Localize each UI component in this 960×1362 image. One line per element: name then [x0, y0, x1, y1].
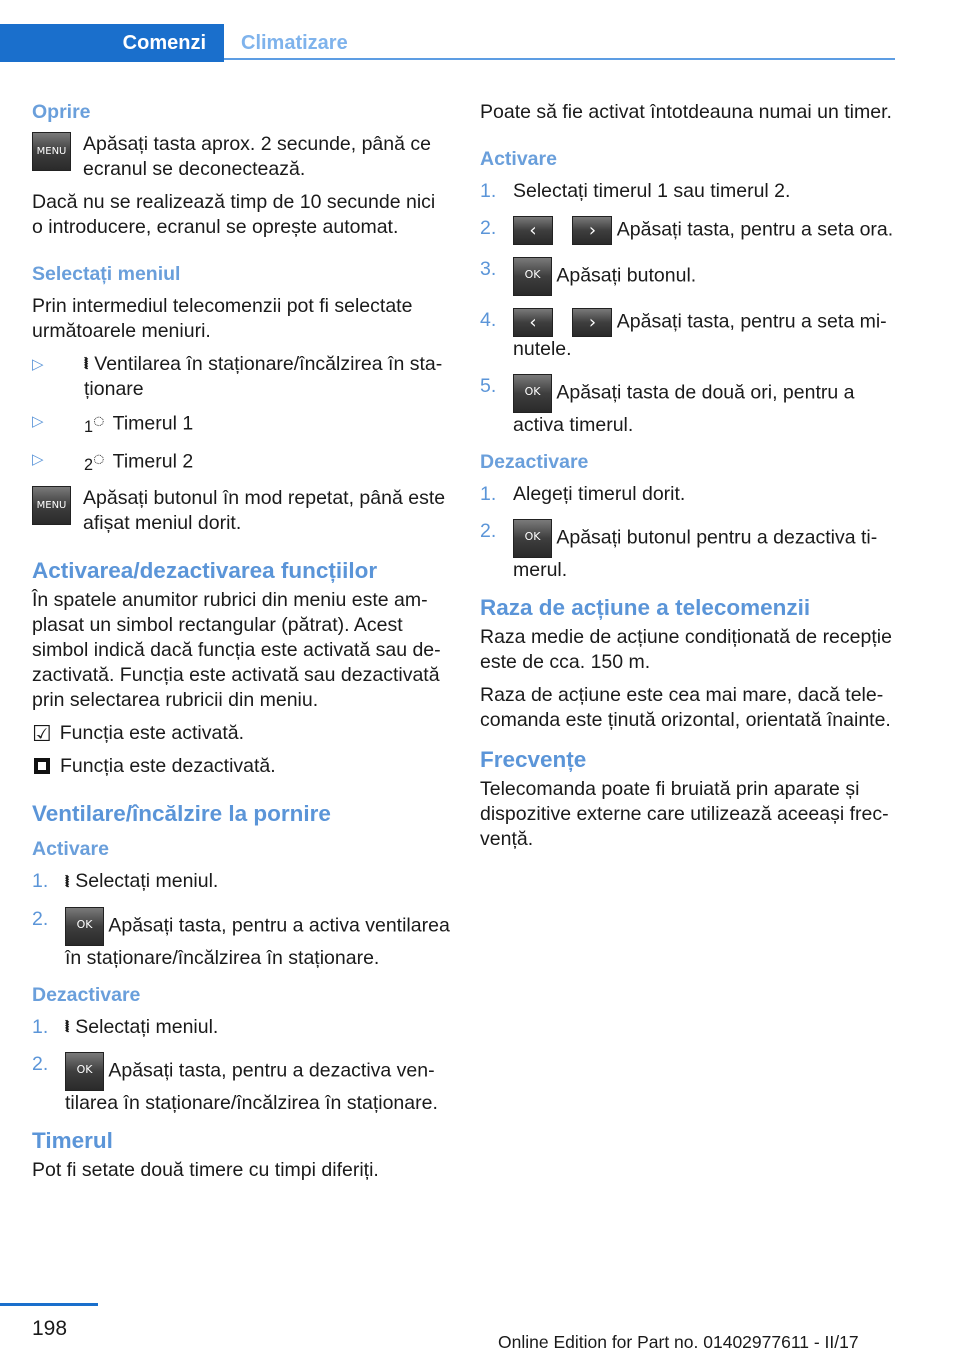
timer-activare-steps — [480, 179, 898, 438]
activated-row: ☑ Funcția este activată. — [32, 721, 244, 747]
list-item: ▷ $_1$◌ Timerul 1 — [32, 409, 450, 440]
timer-1-icon: $_1$◌ — [84, 410, 105, 437]
checkmark-icon: ☑ — [32, 721, 52, 747]
list-item: 2. OK Apăsați tasta, pentru a dezactiva ventilarea în staționare/încălzirea în staționare. — [32, 1053, 438, 1115]
tab-comenzi[interactable]: Comenzi — [0, 24, 224, 62]
list-item: 4. ‹ › Apăsați tasta, pentru a seta minutele. — [480, 309, 887, 360]
list-item: 2. ‹ › Apăsați tasta, pentru a seta ora. — [480, 216, 898, 245]
activarea-text: În spatele anumitor rubrici din meniu este amplasat un simbol rectangular (pătrat). Acest simbol indică dacă funcția este activată sau dezactivată. Funcția este activată sau dezactivată prin selectarea rubricii din meniu. — [32, 589, 441, 712]
list-item: ▷ ⦚⦚ Ventilarea în staționare/încălzirea în staționare — [32, 353, 443, 401]
ventilare-dezactivare-steps — [32, 1015, 450, 1116]
menu-repeat-text: Apăsați butonul în mod repetat, până este afișat meniul dorit. — [83, 487, 446, 535]
menu-list — [32, 352, 450, 478]
triangle-bullet-icon: ▷ — [32, 413, 44, 431]
heading-timerul: Timerul — [32, 1128, 113, 1154]
heading-timer-dezactivare: Dezactivare — [480, 451, 589, 473]
oprire-text: Apăsați tasta aprox. 2 secunde, până ce ecranul se deconectează. — [83, 133, 431, 180]
page-number: 198 — [32, 1317, 68, 1340]
menu-button-icon: MENU — [32, 486, 71, 525]
empty-square-icon — [34, 758, 50, 774]
arrow-right-icon: › — [572, 216, 612, 245]
frecvente-text: Telecomanda poate fi bruiată prin aparate și dispozitive externe care utilizează aceeași frecvență. — [480, 778, 889, 850]
timer-2-icon: $_2$◌ — [84, 448, 105, 475]
ok-button-icon: OK — [65, 907, 104, 946]
triangle-bullet-icon: ▷ — [32, 451, 44, 469]
heading-timer-activare: Activare — [480, 148, 557, 170]
menu-button-icon: MENU — [32, 132, 71, 171]
oprire-after: Dacă nu se realizează timp de 10 secunde nici o introducere, ecranul se oprește automat. — [32, 191, 436, 238]
ok-button-icon: OK — [513, 374, 552, 413]
list-item: 2. OK Apăsați butonul pentru a dezactiva timerul. — [480, 520, 878, 581]
heading-activarea: Activarea/dezactivarea funcțiilor — [32, 558, 378, 584]
heading-oprire: Oprire — [32, 101, 91, 123]
arrow-left-icon: ‹ — [513, 308, 553, 337]
ok-button-icon: OK — [65, 1052, 104, 1091]
heading-selectati-meniul: Selectați meniul — [32, 263, 181, 285]
ventilare-activare-steps — [32, 869, 450, 970]
triangle-bullet-icon: ▷ — [32, 356, 44, 373]
list-item: 5. OK Apăsați tasta de două ori, pentru a activa timerul. — [480, 375, 855, 436]
list-item: 1. ⦚⦚ Selectați meniul. — [32, 869, 450, 894]
list-item: 3. OK Apăsați butonul. — [480, 257, 898, 296]
ok-button-icon: OK — [513, 519, 552, 558]
list-item: 2. OK Apăsați tasta, pentru a activa ventilarea în staționare/încălzirea în staționare. — [32, 907, 450, 969]
ventilation-icon: ⦚⦚ — [65, 1019, 68, 1037]
list-item: 1. ⦚⦚ Selectați meniul. — [32, 1015, 450, 1040]
timerul-text: Pot fi setate două timere cu timpi diferiți. — [32, 1159, 379, 1182]
left-column — [32, 100, 450, 1191]
heading-ventilare-dezactivare: Dezactivare — [32, 983, 141, 1006]
tab-climatizare[interactable]: Climatizare — [224, 24, 895, 60]
list-item: ▷ $_2$◌ Timerul 2 — [32, 447, 450, 478]
timer-intro: Poate să fie activat întotdeauna numai un timer. — [480, 101, 892, 123]
footer-accent-line — [0, 1303, 98, 1306]
heading-frecvente: Frecvențe — [480, 747, 587, 772]
oprire-row — [32, 132, 450, 182]
heading-ventilare-activare: Activare — [32, 838, 109, 861]
arrow-left-icon: ‹ — [513, 216, 553, 245]
heading-ventilare: Ventilare/încălzire la pornire — [32, 801, 331, 827]
deactivated-row: Funcția este dezactivată. — [32, 754, 450, 779]
edition-label: Online Edition for Part no. 01402977611 - II/17 — [498, 1332, 859, 1352]
timer-dezactivare-steps — [480, 482, 898, 583]
ventilation-icon: ⦚⦚ — [65, 873, 68, 891]
heading-raza: Raza de acțiune a telecomenzii — [480, 595, 811, 620]
list-item: 1. Selectați timerul 1 sau timerul 2. — [480, 180, 791, 202]
raza-p2: Raza de acțiune este cea mai mare, dacă telecomanda este ținută orizontal, orientată înainte. — [480, 684, 891, 731]
right-column — [480, 100, 898, 860]
raza-p1: Raza medie de acțiune condiționată de recepție este de cca. 150 m. — [480, 626, 892, 673]
arrow-right-icon: › — [572, 308, 612, 337]
ok-button-icon: OK — [513, 257, 552, 296]
ventilation-icon: ⦚⦚ — [84, 356, 87, 374]
selectati-intro: Prin intermediul telecomenzii pot fi selectate următoarele meniuri. — [32, 295, 413, 342]
list-item: 1. Alegeți timerul dorit. — [480, 483, 686, 505]
menu-repeat-row — [32, 486, 450, 536]
tab-bar — [0, 24, 895, 62]
